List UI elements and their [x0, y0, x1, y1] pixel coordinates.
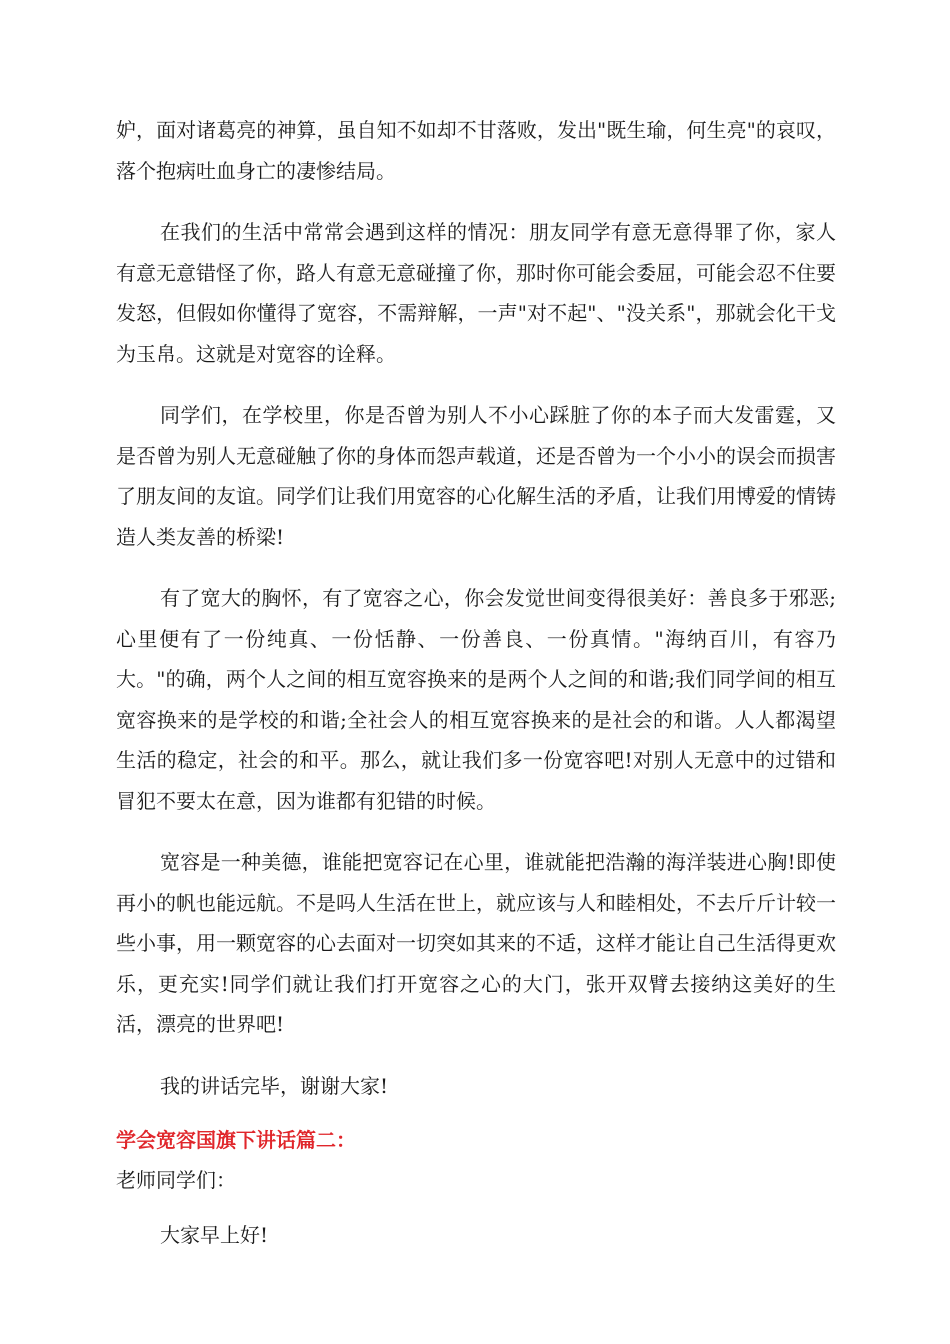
salutation: 老师同学们：: [116, 1168, 236, 1192]
paragraph-life-situations: 在我们的生活中常常会遇到这样的情况：朋友同学有意无意得罪了你，家人有意无意错怪了你，路人有意无意碰撞了你，那时你可能会委屈，可能会忍不住要发怒，但假如你懂得了宽容，不需辩解，一声"对不起"、"没关系"，那就会化干戈为玉帛。这就是对宽容的诠释。: [116, 220, 836, 366]
paragraph-harmony: 有了宽大的胸怀，有了宽容之心，你会发觉世间变得很美好：善良多于邪恶;心里便有了一份纯真、一份恬静、一份善良、一份真情。"海纳百川，有容乃大。"的确，两个人之间的相互宽容换来的是两个人之间的和谐;我们同学间的相互宽容换来的是学校的和谐;全社会人的相互宽容换来的是社会的和谐。人人都渴望生活的稳定，社会的和平。那么，就让我们多一份宽容吧!对别人无意中的过错和冒犯不要太在意，因为谁都有犯错的时候。: [116, 586, 836, 813]
greeting: 大家早上好!: [160, 1222, 269, 1247]
paragraph-virtue: 宽容是一种美德，谁能把宽容记在心里，谁就能把浩瀚的海洋装进心胸!即使再小的帆也能远航。不是吗人生活在世上，就应该与人和睦相处，不去斤斤计较一些小事，用一颗宽容的心去面对一切突如其来的不适，这样才能让自己生活得更欢乐，更充实!同学们就让我们打开宽容之心的大门，张开双臂去接纳这美好的生活，漂亮的世界吧!: [116, 850, 836, 1036]
section-heading: 学会宽容国旗下讲话篇二：: [116, 1128, 356, 1152]
paragraph-school: 同学们，在学校里，你是否曾为别人不小心踩脏了你的本子而大发雷霆，又是否曾为别人无意碰触了你的身体而怨声载道，还是否曾为一个小小的误会而损害了朋友间的友谊。同学们让我们用宽容的心化解生活的矛盾，让我们用博爱的情铸造人类友善的桥梁!: [116, 403, 836, 549]
paragraph-continuation: 妒，面对诸葛亮的神算，虽自知不如却不甘落败，发出"既生瑜，何生亮"的哀叹，落个抱病吐血身亡的凄惨结局。: [116, 118, 836, 183]
document-page: [116, 110, 836, 1255]
paragraph-closing: 我的讲话完毕，谢谢大家!: [160, 1073, 389, 1098]
